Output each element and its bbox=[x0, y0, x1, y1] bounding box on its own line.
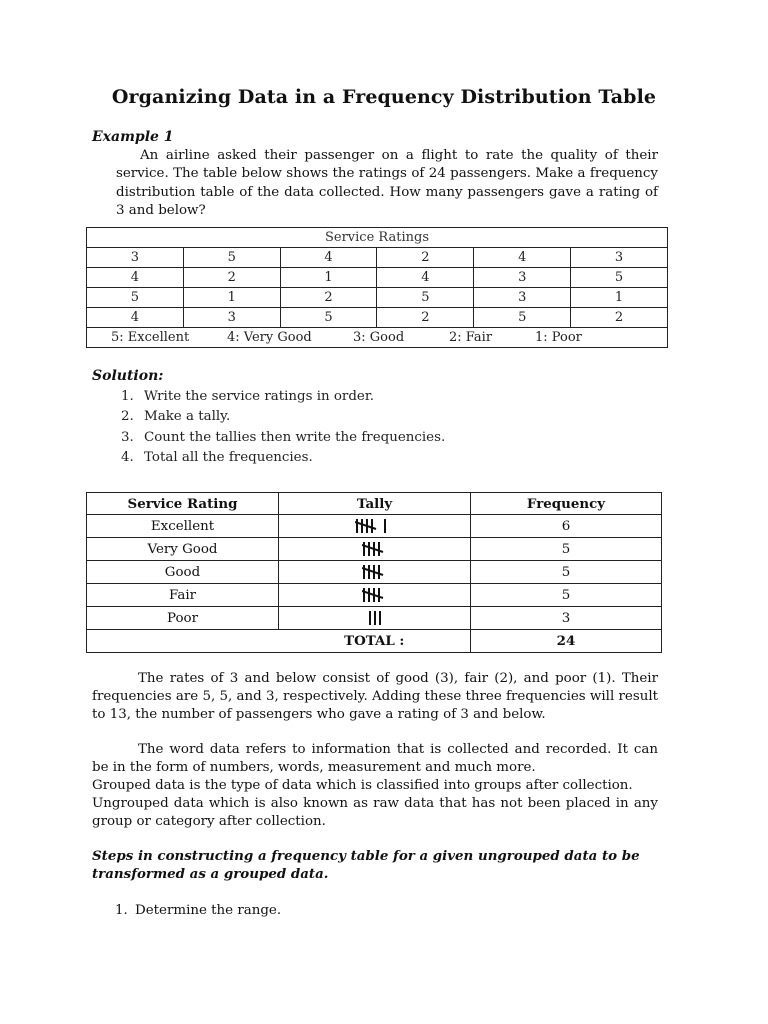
col-header-frequency: Frequency bbox=[471, 493, 662, 515]
legend-item: 1: Poor bbox=[535, 330, 582, 345]
construction-steps bbox=[92, 902, 281, 920]
ratings-cell: 2 bbox=[571, 308, 668, 328]
ratings-cell: 3 bbox=[183, 308, 280, 328]
definitions-paragraph bbox=[92, 741, 658, 831]
ratings-header: Service Ratings bbox=[87, 228, 668, 248]
freq-header-row bbox=[87, 493, 662, 515]
tally-svg bbox=[368, 609, 382, 627]
ratings-cell: 2 bbox=[377, 248, 474, 268]
ratings-cell: 1 bbox=[280, 268, 377, 288]
example-label: Example 1 bbox=[92, 129, 174, 145]
solution-label: Solution: bbox=[92, 368, 164, 384]
table-row bbox=[87, 538, 662, 561]
total-row bbox=[87, 630, 662, 653]
ratings-cell: 4 bbox=[87, 268, 184, 288]
service-ratings-table bbox=[86, 227, 668, 348]
legend-item: 5: Excellent bbox=[111, 330, 190, 345]
ratings-cell: 5 bbox=[377, 288, 474, 308]
tally-marks bbox=[279, 538, 471, 561]
ratings-cell: 2 bbox=[377, 308, 474, 328]
rating-cell: Poor bbox=[87, 607, 279, 630]
table-row bbox=[87, 607, 662, 630]
ratings-cell: 5 bbox=[571, 268, 668, 288]
tally-marks bbox=[279, 561, 471, 584]
frequency-table bbox=[86, 492, 662, 653]
tally-svg bbox=[355, 517, 395, 535]
ratings-cell: 1 bbox=[183, 288, 280, 308]
ratings-cell: 5 bbox=[87, 288, 184, 308]
tally-svg bbox=[362, 540, 388, 558]
ungrouped-definition: Ungrouped data which is also known as raw data that has not been placed in any group or category after collection. bbox=[92, 796, 658, 829]
page-title: Organizing Data in a Frequency Distribution Table bbox=[111, 86, 657, 108]
ratings-cell: 5 bbox=[280, 308, 377, 328]
table-row bbox=[87, 584, 662, 607]
ratings-row bbox=[87, 308, 668, 328]
total-label: TOTAL : bbox=[279, 630, 471, 653]
ratings-cell: 3 bbox=[474, 268, 571, 288]
steps-heading: Steps in constructing a frequency table for a given ungrouped data to be transformed as a grouped data. bbox=[92, 848, 640, 882]
list-item: 1. Determine the range. bbox=[132, 902, 281, 920]
tally-marks bbox=[279, 607, 471, 630]
data-definition: The word data refers to information that is collected and recorded. It can be in the form of numbers, words, measurement and much more. bbox=[92, 742, 658, 775]
grouped-definition: Grouped data is the type of data which is classified into groups after collection. bbox=[92, 778, 633, 793]
ratings-cell: 4 bbox=[87, 308, 184, 328]
ratings-cell: 3 bbox=[87, 248, 184, 268]
frequency-cell: 3 bbox=[471, 607, 662, 630]
rating-cell: Excellent bbox=[87, 515, 279, 538]
list-item: 1. Write the service ratings in order. bbox=[138, 387, 445, 407]
list-item: 3. Count the tallies then write the frequencies. bbox=[138, 428, 445, 448]
ratings-cell: 4 bbox=[280, 248, 377, 268]
table-row bbox=[87, 561, 662, 584]
tally-svg bbox=[362, 586, 388, 604]
frequency-cell: 5 bbox=[471, 584, 662, 607]
ratings-cell: 4 bbox=[377, 268, 474, 288]
rating-cell: Fair bbox=[87, 584, 279, 607]
ratings-row bbox=[87, 288, 668, 308]
ratings-cell: 4 bbox=[474, 248, 571, 268]
col-header-rating: Service Rating bbox=[87, 493, 279, 515]
frequency-cell: 5 bbox=[471, 561, 662, 584]
solution-steps bbox=[116, 387, 445, 469]
rating-cell: Good bbox=[87, 561, 279, 584]
rating-cell: Very Good bbox=[87, 538, 279, 561]
ratings-legend bbox=[87, 328, 668, 348]
legend-item: 2: Fair bbox=[449, 330, 493, 345]
example-intro: An airline asked their passenger on a flight to rate the quality of their service. The table below shows the ratings of 24 passengers. Make a frequency distribution table of the data collected. How many passengers gave a rating of 3 and below? bbox=[116, 148, 658, 218]
frequency-cell: 5 bbox=[471, 538, 662, 561]
table-row bbox=[87, 515, 662, 538]
ratings-cell: 3 bbox=[474, 288, 571, 308]
empty-cell bbox=[87, 630, 279, 653]
ratings-cell: 3 bbox=[571, 248, 668, 268]
legend-item: 4: Very Good bbox=[227, 330, 312, 345]
ratings-cell: 2 bbox=[183, 268, 280, 288]
list-item: 4. Total all the frequencies. bbox=[138, 448, 445, 468]
ratings-header-row bbox=[87, 228, 668, 248]
tally-marks bbox=[279, 515, 471, 538]
frequency-cell: 6 bbox=[471, 515, 662, 538]
ratings-cell: 5 bbox=[183, 248, 280, 268]
ratings-row bbox=[87, 268, 668, 288]
col-header-tally: Tally bbox=[279, 493, 471, 515]
explanation-paragraph: The rates of 3 and below consist of good (3), fair (2), and poor (1). Their frequencies are 5, 5, and 3, respectively. Adding these three frequencies will result to 13, the number of passengers who gave a rating of 3 and below. bbox=[92, 671, 658, 722]
ratings-cell: 5 bbox=[474, 308, 571, 328]
ratings-cell: 1 bbox=[571, 288, 668, 308]
tally-marks bbox=[279, 584, 471, 607]
tally-svg bbox=[362, 563, 388, 581]
ratings-row bbox=[87, 248, 668, 268]
total-value: 24 bbox=[471, 630, 662, 653]
ratings-legend-row bbox=[87, 328, 668, 348]
ratings-cell: 2 bbox=[280, 288, 377, 308]
list-item: 2. Make a tally. bbox=[138, 407, 445, 427]
legend-item: 3: Good bbox=[353, 330, 405, 345]
